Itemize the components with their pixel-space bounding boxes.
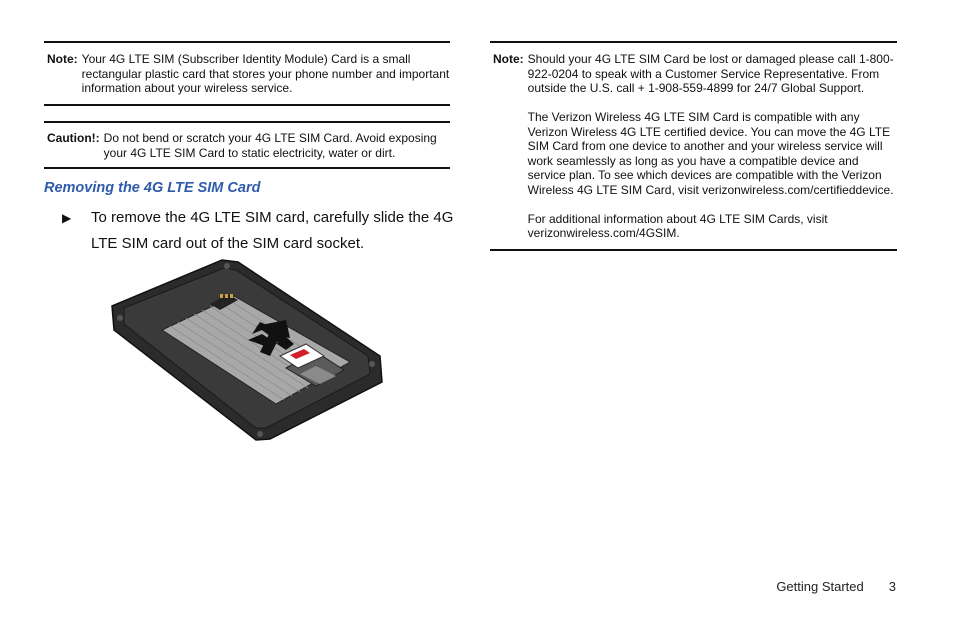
caution-box [44, 121, 450, 169]
device-sim-removal-illustration [110, 256, 390, 442]
note-paragraph-compatibility: The Verizon Wireless 4G LTE SIM Card is compatible with any Verizon Wireless 4G LTE certified device. You can move the 4G LTE SIM Card from one device to another and your wireless service will work seamlessly as long as you have a compatible device and service plan. To see which devices are compatible with the Verizon Wireless 4G LTE SIM Card, visit verizonwireless.com/certifieddevice. [527, 110, 894, 197]
footer-section-title: Getting Started [776, 579, 864, 594]
bullet-arrow-icon: ▶ [62, 211, 72, 225]
bullet-text: To remove the 4G LTE SIM card, carefully slide the 4G LTE SIM card out of the SIM card socket. [91, 209, 454, 252]
instruction-bullet [62, 205, 457, 257]
caution-label: Caution!: [47, 131, 100, 145]
note-text: Your 4G LTE SIM (Subscriber Identity Module) Card is a small rectangular plastic card that stores your phone number and important information about your wireless service. [81, 52, 450, 95]
note-label: Note: [47, 52, 78, 66]
note-box-support [490, 41, 897, 251]
caution-text: Do not bend or scratch your 4G LTE SIM Card. Avoid exposing your 4G LTE SIM Card to static electricity, water or dirt. [103, 131, 437, 160]
note-label-right: Note: [493, 52, 524, 66]
note-paragraph-support: Should your 4G LTE SIM Card be lost or damaged please call 1-800-922-0204 to speak with a Customer Service Representative. From outside the U.S. call + 1-908-559-4899 for 24/7 Global Support. [527, 52, 894, 95]
page-footer [776, 579, 896, 594]
note-paragraph-additional-info: For additional information about 4G LTE SIM Cards, visit verizonwireless.com/4GSIM. [527, 211, 828, 240]
page-number: 3 [888, 579, 896, 594]
section-heading: Removing the 4G LTE SIM Card [44, 180, 261, 196]
note-box-sim-info [44, 41, 450, 106]
